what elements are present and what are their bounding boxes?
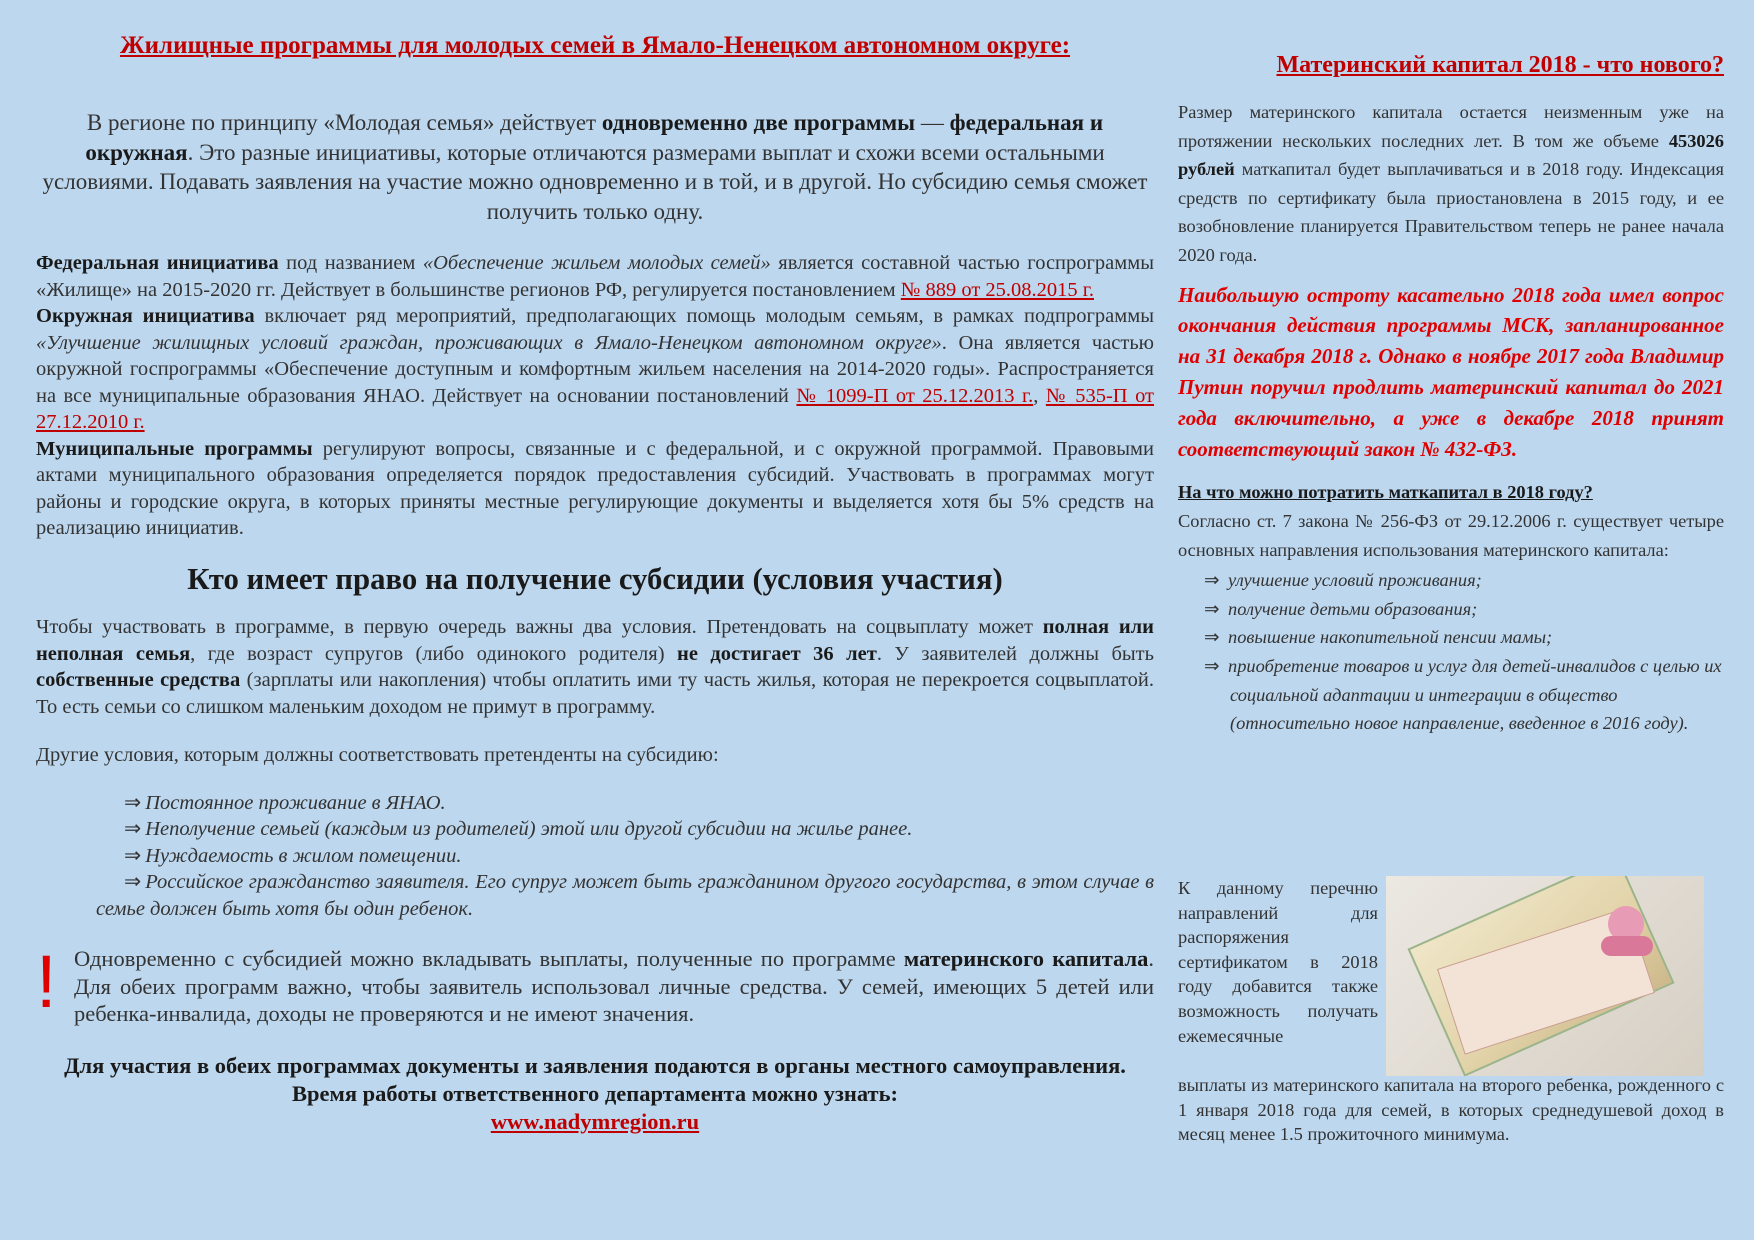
arrow-right-icon: ⇒: [1204, 627, 1220, 648]
arrow-right-icon: ⇒: [124, 818, 142, 840]
federal-decree-link[interactable]: № 889 от 25.08.2015 г.: [900, 278, 1094, 301]
eligibility-bold-1: полная или неполная семья: [36, 616, 1154, 665]
conditions-list: [36, 790, 1154, 923]
okrug-italic: «Улучшение жилищных условий граждан, проживающих в Ямало-Ненецком автономном округе»: [36, 331, 942, 354]
federal-text-1: под названием: [278, 252, 423, 274]
condition-text: Неполучение семьей (каждым из родителей) этой или другой субсидии на жилье ранее.: [145, 818, 913, 840]
closing-rest-text: выплаты из материнского капитала на второго ребенка, рожденного с 1 января 2018 года для семей, в которых среднедушевой доход в месяц менее 1.5 прожиточного минимума.: [1178, 1075, 1724, 1145]
arrow-right-icon: ⇒: [124, 844, 142, 867]
list-item: [36, 816, 1154, 843]
list-item: [1178, 595, 1724, 624]
okrug-decree-link-2[interactable]: № 535-П от 27.12.2010 г.: [36, 384, 1155, 433]
eligibility-text-1: Чтобы участвовать в программе, в первую очередь важны два условия. Претендовать на соцвыплату может: [36, 616, 1043, 638]
intro-bold-2: федеральная и окружная: [85, 110, 1104, 165]
notice-text-1: Одновременно с субсидией можно вкладывать выплаты, полученные по программе: [74, 946, 904, 971]
arrow-right-icon: ⇒: [1204, 598, 1220, 619]
okrug-bold: Окружная инициатива: [36, 305, 255, 327]
maternity-capital-notice: [36, 940, 1154, 1028]
list-item: [36, 869, 1154, 922]
list-item: [1178, 623, 1724, 652]
intro-text-3: . Это разные инициативы, которые отличаются размерами выплат и схожи всеми остальными условиями. Подавать заявления на участие можно одновременно и в той, и в другой. Но субсидию семья сможет получить только одну.: [42, 139, 1148, 224]
condition-text: Нуждаемость в жилом помещении.: [145, 844, 462, 867]
federal-paragraph: [36, 250, 1154, 303]
federal-bold: Федеральная инициатива: [36, 252, 279, 274]
highlight-paragraph: Наибольшую остроту касательно 2018 года имел вопрос окончания действия программы МСК, запланированное на 31 декабря 2018 г. Однако в ноябре 2017 года Владимир Путин поручил продлить материнский капитал до 2021 года включительно, а уже в декабре 2018 принят соответствующий закон № 432-ФЗ.: [1178, 282, 1724, 461]
left-column: [36, 30, 1154, 1230]
eligibility-text-4: (зарплаты или накопления) чтобы оплатить ими ту часть жилья, которая не перекроется соцвыплатой. То есть семьи со слишком маленьким доходом не примут в программу.: [36, 669, 1154, 718]
okrug-separator: ,: [1033, 384, 1046, 407]
notice-text-2: . Для обеих программ важно, чтобы заявитель использовал личные средства. У семей, имеющих 5 детей или ребенка-инвалида, доходы не проверяются и не имеют значения.: [74, 946, 1154, 1027]
website-link[interactable]: www.nadymregion.ru: [490, 1108, 700, 1134]
list-item: [1178, 566, 1724, 595]
okrug-text-1: включает ряд мероприятий, предполагающих помощь молодым семьям, в рамках подпрограммы: [254, 305, 1154, 327]
eligibility-bold-3: собственные средства: [36, 669, 241, 691]
eligibility-text-2: , где возраст супругов (либо одинокого родителя): [190, 642, 678, 665]
use-text: приобретение товаров и услуг для детей-инвалидов с целью их социальной адаптации и интеграции в общество (относительно новое направление, введенное в 2016 году).: [1228, 655, 1722, 734]
municipal-paragraph: [36, 436, 1154, 542]
eligibility-text-3: . У заявителей должны быть: [876, 642, 1154, 665]
capital-amount: 453026 рублей: [1178, 130, 1724, 180]
okrug-text-2: . Она является частью окружной госпрограммы «Обеспечение доступным и комфортным жильем населения на 2014-2020 годы». Распространяется на все муниципальные образования ЯНАО. Действует на основании постановлений: [36, 331, 1154, 407]
closing-wrapped-text: К данному перечню направлений для распоряжения сертификатом в 2018 году добавится также возможность получать ежемесячные: [1178, 878, 1378, 1046]
intro-text-2: —: [915, 110, 950, 135]
federal-text-2: является составной частью госпрограммы «Жилище» на 2015-2020 гг. Действует в большинстве регионов РФ, регулируется постановлением: [36, 252, 1154, 301]
uses-list: [1178, 566, 1724, 738]
list-item: [36, 790, 1154, 817]
condition-text: Постоянное проживание в ЯНАО.: [145, 791, 446, 814]
arrow-right-icon: ⇒: [124, 871, 142, 893]
intro-paragraph: [36, 108, 1154, 226]
notice-bold: материнского капитала: [903, 946, 1149, 971]
okrug-paragraph: [36, 303, 1154, 436]
uses-question-heading: На что можно потратить маткапитал в 2018 году?: [1178, 482, 1593, 503]
intro-bold-1: одновременно две программы: [601, 110, 916, 135]
main-title: Жилищные программы для молодых семей в Ямало-Ненецком автономном округе:: [119, 32, 1071, 59]
list-item: [1178, 652, 1724, 738]
certificate-photo: [1386, 876, 1704, 1076]
arrow-right-icon: ⇒: [1204, 570, 1220, 591]
use-text: получение детьми образования;: [1228, 598, 1478, 619]
exclamation-icon: !: [36, 940, 57, 1023]
use-text: повышение накопительной пенсии мамы;: [1228, 627, 1553, 648]
municipal-text: регулируют вопросы, связанные и с федеральной, и с окружной программой. Правовыми актами муниципального образования определяется порядок предоставления субсидий. Участвовать в программах могут районы и городские округа, в которых приняты местные регулирующие документы и выделяется хотя бы 5% средств на реализацию инициатив.: [36, 437, 1154, 539]
eligibility-bold-2: не достигает 36 лет: [677, 642, 877, 665]
other-conditions-intro: Другие условия, которым должны соответствовать претенденты на субсидию:: [36, 744, 719, 766]
list-item: [36, 843, 1154, 870]
use-text: улучшение условий проживания;: [1228, 570, 1482, 591]
right-column: [1178, 50, 1724, 1230]
pacifier-base: [1601, 936, 1653, 956]
capital-text-1: Размер материнского капитала остается неизменным уже на протяжении нескольких последних лет. В том же объеме: [1178, 102, 1724, 151]
municipal-bold: Муниципальные программы: [36, 437, 313, 460]
okrug-decree-link-1[interactable]: № 1099-П от 25.12.2013 г.: [796, 384, 1034, 407]
eligibility-heading: Кто имеет право на получение субсидии (условия участия): [187, 561, 1003, 596]
arrow-right-icon: ⇒: [1204, 655, 1220, 676]
law-paragraph: Согласно ст. 7 закона № 256-ФЗ от 29.12.2006 г. существует четыре основных направления использования материнского капитала:: [1178, 510, 1724, 560]
right-title: Материнский капитал 2018 - что нового?: [1276, 52, 1724, 78]
federal-italic: «Обеспечение жильем молодых семей»: [422, 252, 771, 274]
footer-note: [36, 1052, 1154, 1136]
intro-text-1: В регионе по принципу «Молодая семья» действует: [86, 110, 602, 135]
condition-text: Российское гражданство заявителя. Его супруг может быть гражданином другого государства, в этом случае в семье должен быть хотя бы один ребенок.: [96, 871, 1154, 920]
capital-size-paragraph: [1178, 98, 1724, 270]
arrow-right-icon: ⇒: [124, 791, 142, 814]
footer-text: Для участия в обеих программах документы и заявления подаются в органы местного самоуправления. Время работы ответственного департамента можно узнать:: [64, 1052, 1126, 1106]
capital-text-2: маткапитал будет выплачиваться и в 2018 году. Индексация средств по сертификату была приостановлена в 2015 году, и ее возобновление планируется Правительством теперь не ранее начала 2020 года.: [1178, 159, 1724, 265]
eligibility-paragraph: [36, 614, 1154, 720]
